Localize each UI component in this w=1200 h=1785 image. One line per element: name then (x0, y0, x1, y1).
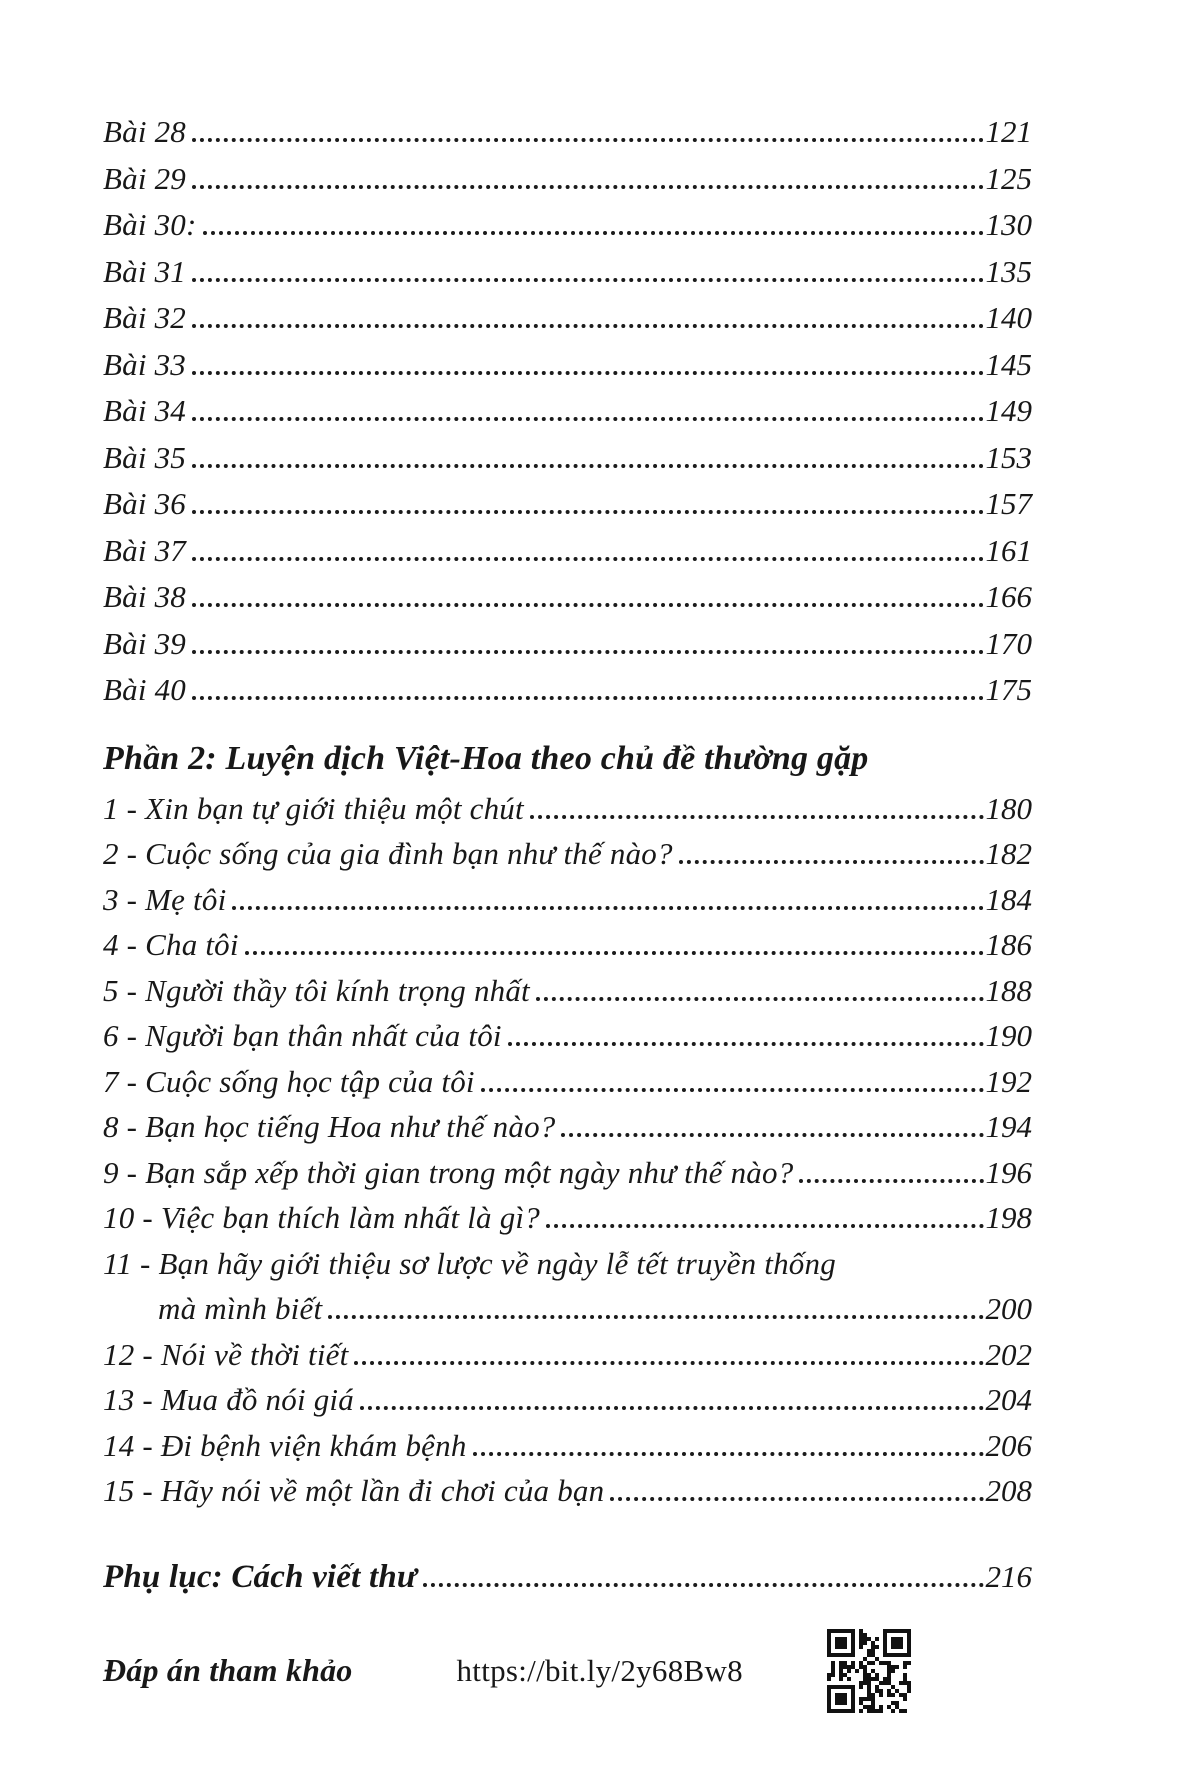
page-number: 184 (985, 881, 1032, 917)
dot-leader (679, 860, 984, 864)
dot-leader (192, 324, 984, 328)
page-number: 161 (985, 532, 1032, 568)
page-number: 140 (985, 300, 1032, 335)
toc-entry (103, 672, 1032, 719)
dot-leader (328, 1315, 983, 1319)
dot-leader (354, 1361, 983, 1365)
page-number: 192 (985, 1063, 1032, 1099)
toc-entry (103, 1109, 1032, 1155)
dot-leader (610, 1497, 983, 1501)
toc-entry-label: Bài 28 (103, 114, 186, 149)
answer-key-label: Đáp án tham khảo (103, 1652, 353, 1688)
page-number: 190 (985, 1018, 1032, 1053)
page-number: 208 (985, 1473, 1032, 1508)
toc-entry (103, 1382, 1032, 1428)
toc-entry-label: Bài 38 (103, 579, 186, 614)
toc-entry (103, 1428, 1032, 1474)
toc-entry-label: Bài 36 (103, 486, 186, 521)
page-number: 180 (985, 790, 1032, 826)
dot-leader (192, 138, 984, 142)
toc-entry (103, 300, 1032, 347)
toc-entry-label: 12 - Nói về thời tiết (103, 1336, 349, 1372)
toc-entry-label: 1 - Xin bạn tự giới thiệu một chút (103, 790, 524, 826)
dot-leader (192, 603, 984, 607)
toc-entry (103, 486, 1032, 533)
toc-entry (103, 347, 1032, 394)
dot-leader (192, 417, 984, 421)
page-number: 175 (985, 672, 1032, 707)
toc-entry-label: Bài 37 (103, 532, 186, 568)
toc-entry (103, 1064, 1032, 1110)
toc-entry-label: Bài 31 (103, 253, 186, 289)
toc-entry-label: Bài 33 (103, 346, 186, 382)
dot-leader (192, 464, 984, 468)
toc-entry-label: mà mình biết (158, 1291, 323, 1326)
toc-entry-label: 9 - Bạn sắp xếp thời gian trong một ngày như thế nào? (103, 1154, 794, 1190)
dot-leader (203, 231, 984, 235)
part2-heading: Phần 2: Luyện dịch Việt-Hoa theo chủ đề thường gặp (103, 739, 869, 777)
dot-leader (508, 1042, 984, 1046)
page-number: 204 (985, 1382, 1032, 1417)
part1-list (103, 114, 1032, 719)
toc-entry (103, 1155, 1032, 1201)
toc-entry-label: Bài 30: (103, 207, 197, 242)
page-number: 149 (985, 393, 1032, 428)
toc-entry (103, 114, 1032, 161)
toc-entry-label: Bài 35 (103, 439, 186, 475)
answer-key-row (103, 1625, 1032, 1717)
toc-entry-label: 15 - Hãy nói về một lần đi chơi của bạn (103, 1473, 605, 1508)
toc-entry-label: 14 - Đi bệnh viện khám bệnh (103, 1427, 467, 1463)
toc-entry (103, 1246, 1032, 1337)
toc-entry (103, 393, 1032, 440)
toc-entry-label: 4 - Cha tôi (103, 927, 239, 962)
toc-entry-label: Bài 40 (103, 672, 186, 707)
toc-entry (103, 1018, 1032, 1064)
dot-leader (360, 1406, 984, 1410)
dot-leader (232, 906, 983, 910)
dot-leader (481, 1088, 984, 1092)
toc-entry (103, 161, 1032, 208)
page-number: 196 (985, 1154, 1032, 1190)
dot-leader (530, 815, 984, 819)
toc-entry (103, 626, 1032, 673)
page-number: 170 (985, 625, 1032, 661)
page-number: 145 (985, 346, 1032, 382)
toc-entry-label: 11 - Bạn hãy giới thiệu sơ lược về ngày lễ tết truyền thống (103, 1245, 836, 1281)
page-number: 166 (985, 579, 1032, 614)
page-number: 194 (985, 1109, 1032, 1144)
dot-leader (192, 557, 984, 561)
page-number: 157 (985, 486, 1032, 521)
toc-entry (103, 440, 1032, 487)
appendix-label: Phụ lục: Cách viết thư (103, 1558, 417, 1595)
toc-entry-label: 2 - Cuộc sống của gia đình bạn như thế nào? (103, 836, 673, 871)
toc-entry-label: Bài 34 (103, 393, 186, 428)
toc-entry (103, 791, 1032, 837)
page-number: 135 (985, 253, 1032, 289)
toc-entry-label: 5 - Người thầy tôi kính trọng nhất (103, 972, 530, 1008)
appendix-entry (103, 1559, 1032, 1607)
page-number: 206 (985, 1427, 1032, 1463)
toc-entry-label: 7 - Cuộc sống học tập của tôi (103, 1063, 475, 1099)
answer-key-url: https://bit.ly/2y68Bw8 (456, 1652, 743, 1688)
page-number: 216 (985, 1558, 1032, 1594)
dot-leader (546, 1224, 984, 1228)
toc-entry (103, 927, 1032, 973)
page-number: 182 (985, 836, 1032, 871)
dot-leader (423, 1583, 984, 1587)
dot-leader (245, 951, 984, 955)
page-number: 188 (985, 972, 1032, 1008)
qr-code-icon (827, 1629, 911, 1713)
toc-entry (103, 882, 1032, 928)
toc-entry (103, 579, 1032, 626)
page-number: 198 (985, 1200, 1032, 1235)
dot-leader (536, 997, 984, 1001)
toc-entry-label: Bài 32 (103, 300, 186, 335)
page-number: 202 (985, 1336, 1032, 1372)
toc-entry-label: 10 - Việc bạn thích làm nhất là gì? (103, 1200, 540, 1235)
toc-entry (103, 1473, 1032, 1519)
toc-entry-label: Bài 29 (103, 160, 186, 196)
toc-entry (103, 1337, 1032, 1383)
toc-entry (103, 1200, 1032, 1246)
dot-leader (192, 371, 984, 375)
toc-entry-label: 3 - Mẹ tôi (103, 881, 227, 917)
toc-entry (103, 973, 1032, 1019)
toc-entry (103, 533, 1032, 580)
page-number: 200 (985, 1291, 1032, 1326)
toc-entry (103, 836, 1032, 882)
dot-leader (192, 650, 984, 654)
page-number: 121 (985, 114, 1032, 149)
toc-entry-label: 13 - Mua đồ nói giá (103, 1382, 354, 1417)
dot-leader (192, 185, 984, 189)
toc-entry-label: 8 - Bạn học tiếng Hoa như thế nào? (103, 1109, 556, 1144)
dot-leader (192, 278, 984, 282)
dot-leader (192, 510, 984, 514)
dot-leader (192, 696, 984, 700)
toc-entry (103, 254, 1032, 301)
toc-entry-label: Bài 39 (103, 625, 186, 661)
page-number: 153 (985, 439, 1032, 475)
dot-leader (561, 1133, 983, 1137)
page-number: 125 (985, 160, 1032, 196)
toc-entry-label: 6 - Người bạn thân nhất của tôi (103, 1018, 502, 1053)
dot-leader (799, 1179, 983, 1183)
dot-leader (473, 1452, 984, 1456)
part2-list (103, 791, 1032, 1519)
page-number: 186 (985, 927, 1032, 962)
page-number: 130 (985, 207, 1032, 242)
toc-entry (103, 207, 1032, 254)
